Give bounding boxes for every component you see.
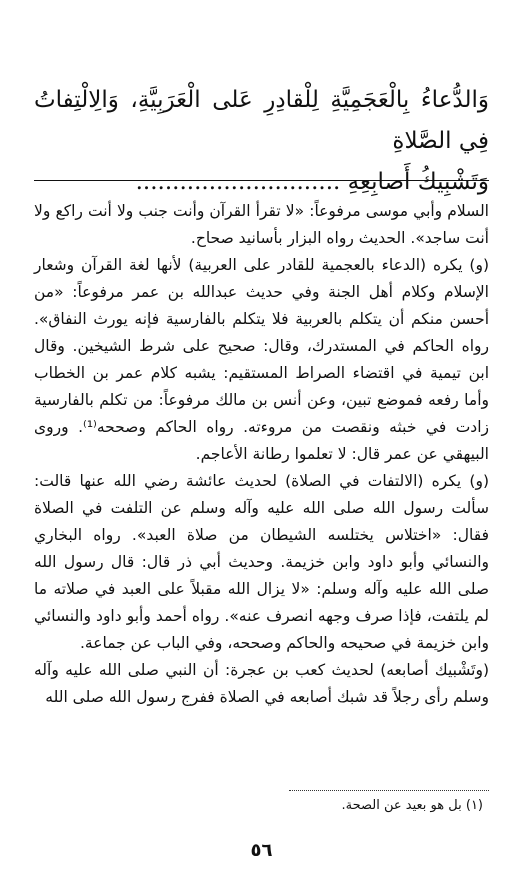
page-number: ٥٦ [250, 840, 273, 861]
paragraph: (وتَشْبيك أصابعه) لحديث كعب بن عجرة: أن النبي صلى الله عليه وآله وسلم رأى رجلاً قد شبك أصابعه في الصلاة ففرج رسول الله صلى الله [34, 661, 489, 706]
paragraph: (و) يكره (الدعاء بالعجمية للقادر على العربية) لأنها لغة القرآن وشعار الإسلام وكلام أهل الجنة وفي حديث عبدالله بن عمر مرفوعاً: «من أحسن منكم أن يتكلم بالعربية فلا يتكلم بالفارسية فإنه يورث النفاق». رواه الحاكم في المستدرك، وقال: صحيح على شرط الشيخين. وقال ابن تيمية في اقتضاء الصراط المستقيم: يشبه كلام عمر بن الخطاب وأما رفعه فموضع تبين، وعن أنس بن مالك مرفوعاً: من تكلم بالفارسية زادت في خبثه ونقصت من مروءته. رواه الحاكم وصححه⁽¹⁾. وروى البيهقي عن عمر قال: لا تعلموا رطانة الأعاجم. [34, 256, 489, 463]
footnote: (١) بل هو بعيد عن الصحة. [341, 798, 483, 813]
separator-rule [34, 180, 489, 181]
commentary-text [34, 198, 489, 711]
matn-line-2 [34, 162, 489, 203]
paragraph: (و) يكره (الالتفات في الصلاة) لحديث عائشة رضي الله عنها قالت: سألت رسول الله صلى الله عليه وآله وسلم عن التلفت في الصلاة فقال: «اختلاس يختلسه الشيطان من صلاة العبد». رواه البخاري والنسائي وأبو داود وابن خزيمة. وحديث أبي ذر قال: قال رسول الله صلى الله عليه وآله وسلم: «لا يزال الله مقبلاً على العبد في صلاته ما لم يلتفت، فإذا صرف وجهه انصرف عنه». رواه أحمد وأبو داود والنسائي وابن خزيمة في صحيحه والحاكم وصححه، وفي الباب عن جماعة. [34, 472, 489, 652]
matn-line-1: وَالدُّعاءُ بِالْعَجَمِيَّةِ لِلْقادِرِ عَلى الْعَرَبِيَّةِ، وَالِالْتِفاتُ فِي الصَّلاةِ [34, 87, 489, 154]
matn-dots: ............................ [135, 169, 341, 195]
matn-line-2-text: وَتَشْبِيكُ أَصابِعِهِ [347, 169, 489, 195]
paragraph: السلام وأبي موسى مرفوعاً: «لا تقرأ القرآن وأنت جنب ولا أنت راكع ولا أنت ساجد». الحديث رواه البزار بأسانيد صحاح. [34, 202, 489, 247]
matn-text [34, 80, 489, 203]
footnote-rule [289, 790, 489, 791]
